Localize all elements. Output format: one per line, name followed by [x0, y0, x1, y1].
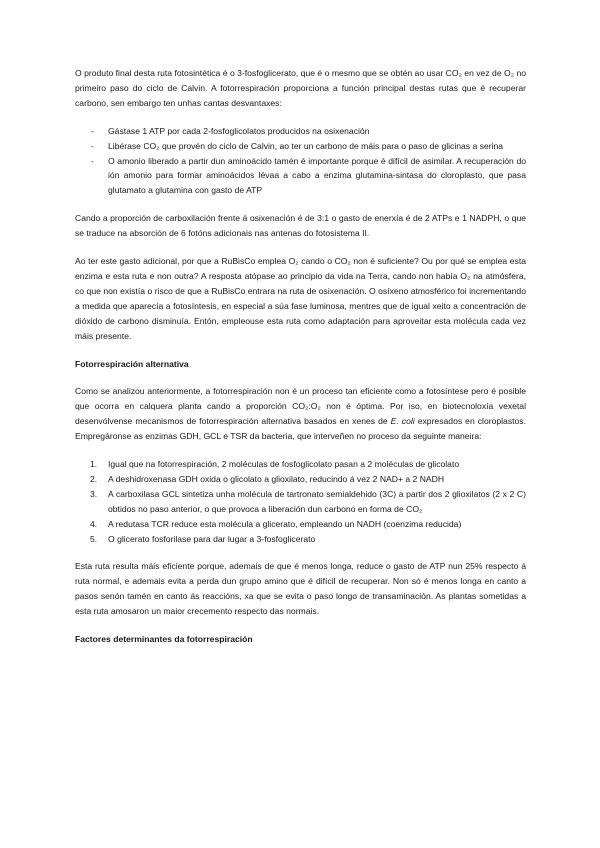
- steps-list: [75, 457, 526, 546]
- step-number: 4.: [90, 518, 98, 529]
- step-text: Igual que na fotorrespiración, 2 moléculas de fosfoglicolato pasan a 2 moléculas de glicolato: [108, 459, 460, 470]
- list-item: [75, 457, 526, 472]
- list-item: - Gástase 1 ATP por cada 2-fosfoglicolatos producidos na osixenación: [75, 124, 526, 139]
- efficiency-paragraph: Esta ruta resulta máis eficiente porque, ademais de que é menos longa, reduce o gasto de ATP nun 25% respecto á ruta normal, e ademais evita a perda dun grupo amino que é difícil de recuperar. Non só é menos longa en canto a pasos senón tamén en canto ás reaccións, xa que se evita o paso longo de transaminación. As plantas sometidas a esta ruta amosaron un maior crecemento respecto das normais.: [75, 561, 526, 617]
- step-text: A redutasa TCR reduce esta molécula a glicerato, empleando un NADH (coenzima reducida): [108, 518, 462, 529]
- section-heading-alternative-photorespiration: Fotorrespiración alternativa: [75, 358, 189, 369]
- section-heading-determining-factors: Factores determinantes da fotorrespiración: [75, 634, 253, 645]
- list-item: [75, 487, 526, 517]
- disadvantages-list: [75, 124, 526, 199]
- step-text: O glicerato fosforilase para dar lugar a 3-fosfoglicerato: [108, 533, 316, 544]
- paragraph-text: Como se analizou anteriormente, a fotorrespiración non é un proceso tan eficiente como a fotosíntese pero é posible que ocorra en calquera planta cando a proporción CO₂:O₂ non é óptima. Por iso, en biotecnoloxía vexetal desenvólvense mecanismos de fotorrespiración alternativa basados en xenes de: [75, 386, 526, 427]
- step-number: 5.: [90, 533, 98, 544]
- paragraph-text: expresados en cloroplastos. Empregáronse as enzimas GDH, GCL e TSR da bacteria, que interveñen no proceso da seguinte maneira:: [75, 416, 526, 442]
- list-item: - Libérase CO₂ que provén do ciclo de Calvin, ao ter un carbono de máis para o paso de glicinas a serina: [75, 139, 526, 154]
- step-text: A carboxilasa GCL sintetiza unha molécula de tartronato semialdehido (3C) a partir dos 2 glioxilatos (2 x 2 C) obtidos no paso anterior, o que provoca a liberación dun carbono en forma de CO₂: [108, 488, 526, 514]
- step-number: 2.: [90, 473, 98, 484]
- alternative-intro-paragraph: [75, 384, 526, 444]
- species-name: E. coli: [390, 416, 415, 427]
- list-item: [75, 472, 526, 487]
- step-number: 1.: [90, 459, 98, 470]
- document-page: [75, 66, 526, 647]
- list-item: [75, 517, 526, 532]
- rubisco-origin-paragraph: Ao ter este gasto adicional, por que a RuBisCo emplea O₂ cando o CO₂ non é suficiente? Ou por qué se emplea esta enzima e esta ruta e non outra? A resposta atópase ao principio da vida na Terra, cando non había O₂ na atmósfera, co que non existía o risco de que a RuBisCo entrara na ruta de osixenación. O osíxeno atmosférico foi incrementando a medida que aparecía a fotosíntesis, en especial a súa fase luminosa, mentres que de igual xeito a concentración de dióxido de carbono disminuía. Entón, empleouse esta ruta como adaptación para aproveitar esta molécula cada vez máis presente.: [75, 256, 526, 341]
- step-number: 3.: [90, 488, 98, 499]
- intro-paragraph: O produto final desta ruta fotosintética é o 3-fosfoglicerato, que é o mesmo que se obtén ao usar CO₂ en vez de O₂ no primeiro paso do ciclo de Calvin. A fotorrespiración proporciona a función principal destas rutas que é recuperar carbono, sen embargo ten unhas cantas desvantaxes:: [75, 68, 526, 108]
- list-item: [75, 532, 526, 547]
- energy-cost-paragraph: Cando a proporción de carboxilación frente á osixenación é de 3:1 o gasto de enerxía é de 2 ATPs e 1 NADPH, o que se traduce na absorción de 6 fotóns adicionais nas antenas do fotosistema II.: [75, 213, 526, 239]
- list-item: - O amonio liberado a partir dun aminoácido tamén é importante porque é difícil de asimilar. A recuperación do ión amonio para formar aminoácidos lévaa a cabo a enzima glutamina-sintasa do cloroplasto, que pasa glutamato a glutamina con gasto de ATP: [75, 154, 526, 199]
- step-text: A deshidroxenasa GDH oxida o glicolato a glioxilato, reducindo á vez 2 NAD+ a 2 NADH: [108, 473, 445, 484]
